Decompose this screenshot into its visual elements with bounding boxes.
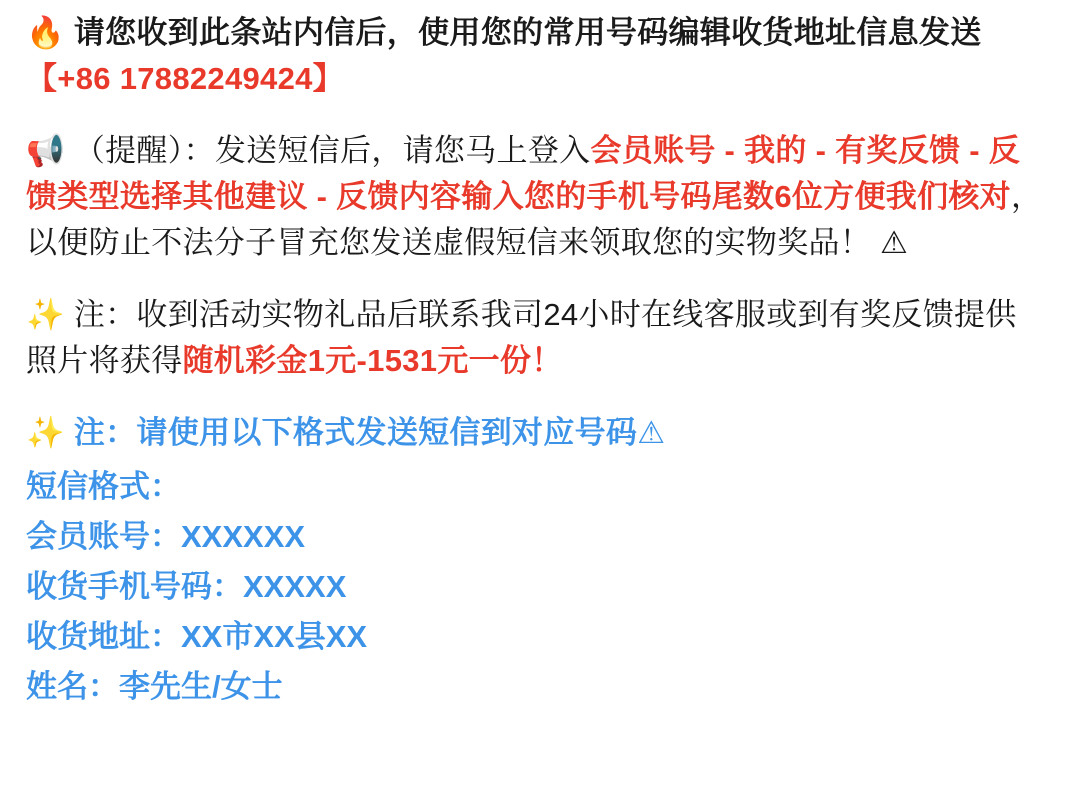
warning-icon-2: ⚠ xyxy=(637,415,666,451)
format-line-phone xyxy=(26,562,1046,612)
sparkles-icon-1: ✨ xyxy=(26,297,65,333)
paragraph-4-text: 注：请使用以下格式发送短信到对应号码 xyxy=(73,415,638,450)
format-line-name xyxy=(26,662,1046,712)
paragraph-3-text: 注：收到活动实物礼品后联系我司24小时在线客服或到有奖反馈提供照片将获得 xyxy=(26,297,1017,378)
phone-number-highlight: 【+86 17882249424】 xyxy=(26,61,344,96)
megaphone-icon: 📢 xyxy=(26,133,65,169)
format-value-account: XXXXXX xyxy=(181,519,306,554)
format-label-name: 姓名： xyxy=(26,669,119,704)
format-value-phone: XXXXX xyxy=(243,569,347,604)
paragraph-reminder xyxy=(26,128,1046,266)
paragraph-address-request xyxy=(26,10,1046,102)
warning-icon-1: ⚠ xyxy=(880,225,909,261)
paragraph-1-text: 请您收到此条站内信后，使用您的常用号码编辑收货地址信息发送 xyxy=(73,15,982,50)
format-value-name: 李先生/女士 xyxy=(119,669,283,704)
format-label-account: 会员账号： xyxy=(26,519,181,554)
format-line-address xyxy=(26,612,1046,662)
paragraph-2-text-before: （提醒）：发送短信后，请您马上登入 xyxy=(73,133,591,168)
fire-icon: 🔥 xyxy=(26,15,65,51)
sms-format-title: 短信格式： xyxy=(26,469,181,504)
sms-format-block xyxy=(26,462,1046,712)
format-value-address: XX市XX县XX xyxy=(181,619,368,654)
paragraph-2-text-after: ，以便防止不法分子冒充您发送虚假短信来领取您的实物奖品！ xyxy=(26,179,1043,260)
paragraph-format-note xyxy=(26,410,1046,456)
format-label-address: 收货地址： xyxy=(26,619,181,654)
feedback-path-highlight: 会员账号 - 我的 - 有奖反馈 - 反馈类型选择其他建议 - 反馈内容输入您的手机号码尾数6位方便我们核对 xyxy=(26,133,1021,214)
format-line-account xyxy=(26,512,1046,562)
sparkles-icon-2: ✨ xyxy=(26,415,65,451)
bonus-amount-highlight: 随机彩金1元-1531元一份！ xyxy=(182,343,563,378)
paragraph-bonus-note xyxy=(26,292,1046,384)
format-label-phone: 收货手机号码： xyxy=(26,569,243,604)
